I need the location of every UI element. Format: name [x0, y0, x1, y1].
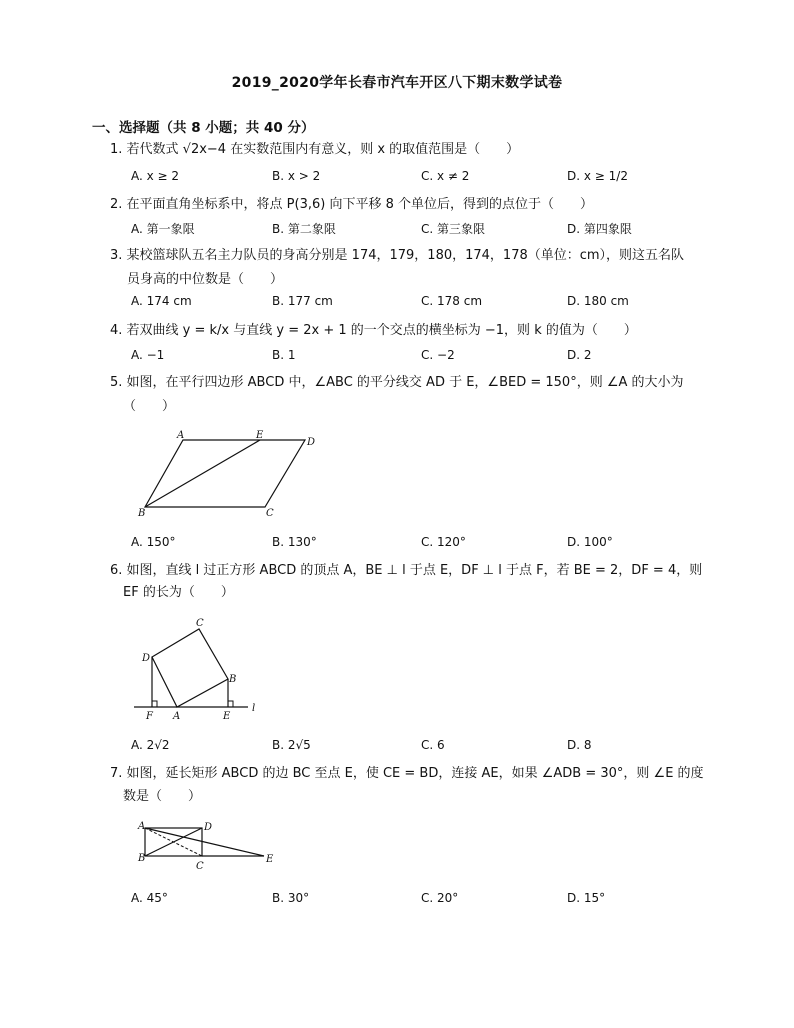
option-d: D. 15°: [567, 891, 606, 905]
option-b: B. 第二象限: [272, 222, 336, 236]
option-d: D. 100°: [567, 535, 613, 549]
label-c: C: [266, 508, 274, 519]
question-4-options: [131, 348, 731, 368]
option-c: C. 20°: [421, 891, 459, 905]
label-e: E: [223, 711, 231, 722]
option-c: C. 第三象限: [421, 222, 486, 236]
option-b: B. 130°: [272, 535, 317, 549]
label-a: A: [138, 821, 146, 832]
question-3-text-line-1: 3. 某校篮球队五名主力队员的身高分别是 174，179，180，174，178（单位：cm），则这五名队: [110, 248, 685, 263]
question-7-text-line-2: 数是（ ）: [123, 789, 202, 804]
label-l: l: [252, 703, 256, 714]
option-a: A. x ≥ 2: [131, 169, 180, 183]
label-b: B: [229, 674, 237, 685]
question-7-text-line-1: 7. 如图，延长矩形 ABCD 的边 BC 至点 E，使 CE = BD，连接 AE，如果 ∠ADB = 30°，则 ∠E 的度: [110, 766, 704, 781]
option-c: C. 6: [421, 738, 445, 752]
option-b: B. 2√5: [272, 738, 311, 752]
figure-rectangle-abcd: [130, 818, 290, 878]
label-a: A: [173, 711, 181, 722]
label-e: E: [256, 430, 264, 441]
question-6-text-line-2: EF 的长为（ ）: [123, 585, 234, 600]
option-c: C. x ≠ 2: [421, 169, 470, 183]
option-c: C. −2: [421, 348, 455, 362]
figure-parallelogram-abcd: [130, 425, 330, 520]
right-angle-e: [228, 701, 233, 707]
label-d: D: [307, 437, 316, 448]
question-7-options: [131, 891, 731, 911]
question-6-options: [131, 738, 731, 758]
label-f: F: [146, 711, 153, 722]
label-c: C: [196, 618, 204, 629]
option-d: D. 8: [567, 738, 592, 752]
option-d: D. x ≥ 1/2: [567, 169, 628, 183]
question-5-text-line-1: 5. 如图，在平行四边形 ABCD 中，∠ABC 的平分线交 AD 于 E，∠BED = 150°，则 ∠A 的大小为: [110, 375, 684, 390]
option-d: D. 第四象限: [567, 222, 632, 236]
label-d: D: [204, 822, 213, 833]
question-3-options: [131, 294, 731, 314]
option-a: A. 45°: [131, 891, 168, 905]
option-a: A. 2√2: [131, 738, 170, 752]
option-d: D. 2: [567, 348, 592, 362]
option-a: A. 第一象限: [131, 222, 195, 236]
diagonal-bd: [145, 828, 202, 856]
option-c: C. 178 cm: [421, 294, 483, 308]
option-a: A. −1: [131, 348, 165, 362]
bisector-be: [145, 440, 260, 507]
question-1-options: [131, 169, 731, 189]
figure-square-abcd: [130, 614, 270, 724]
label-a: A: [177, 430, 185, 441]
label-b: B: [138, 853, 146, 864]
question-1-text: 1. 若代数式 √2x−4 在实数范围内有意义，则 x 的取值范围是（ ）: [110, 142, 520, 157]
option-b: B. 1: [272, 348, 296, 362]
square-shape: [152, 629, 228, 707]
section-heading: 一、选择题（共 8 小题；共 40 分）: [92, 120, 315, 136]
option-b: B. x > 2: [272, 169, 321, 183]
right-angle-f: [152, 701, 157, 707]
option-b: B. 30°: [272, 891, 310, 905]
question-2-options: [131, 220, 731, 240]
question-5-options: [131, 535, 731, 555]
question-6-text-line-1: 6. 如图，直线 l 过正方形 ABCD 的顶点 A，BE ⊥ l 于点 E，DF ⊥ l 于点 F，若 BE = 2，DF = 4，则: [110, 563, 703, 578]
question-3-text-line-2: 员身高的中位数是（ ）: [127, 272, 284, 287]
option-a: A. 150°: [131, 535, 176, 549]
option-c: C. 120°: [421, 535, 466, 549]
option-d: D. 180 cm: [567, 294, 629, 308]
label-e: E: [266, 854, 274, 865]
option-b: B. 177 cm: [272, 294, 333, 308]
label-c: C: [196, 861, 204, 872]
option-a: A. 174 cm: [131, 294, 192, 308]
question-4-text: 4. 若双曲线 y = k/x 与直线 y = 2x + 1 的一个交点的横坐标为 −1，则 k 的值为（ ）: [110, 323, 637, 338]
page-title: 2019_2020学年长春市汽车开区八下期末数学试卷: [231, 75, 563, 91]
question-5-text-line-2: （ ）: [123, 399, 176, 414]
parallelogram-shape: [145, 440, 305, 507]
label-d: D: [142, 653, 151, 664]
label-b: B: [138, 508, 146, 519]
question-2-text: 2. 在平面直角坐标系中，将点 P(3,6) 向下平移 8 个单位后，得到的点位于（ ）: [110, 197, 593, 212]
